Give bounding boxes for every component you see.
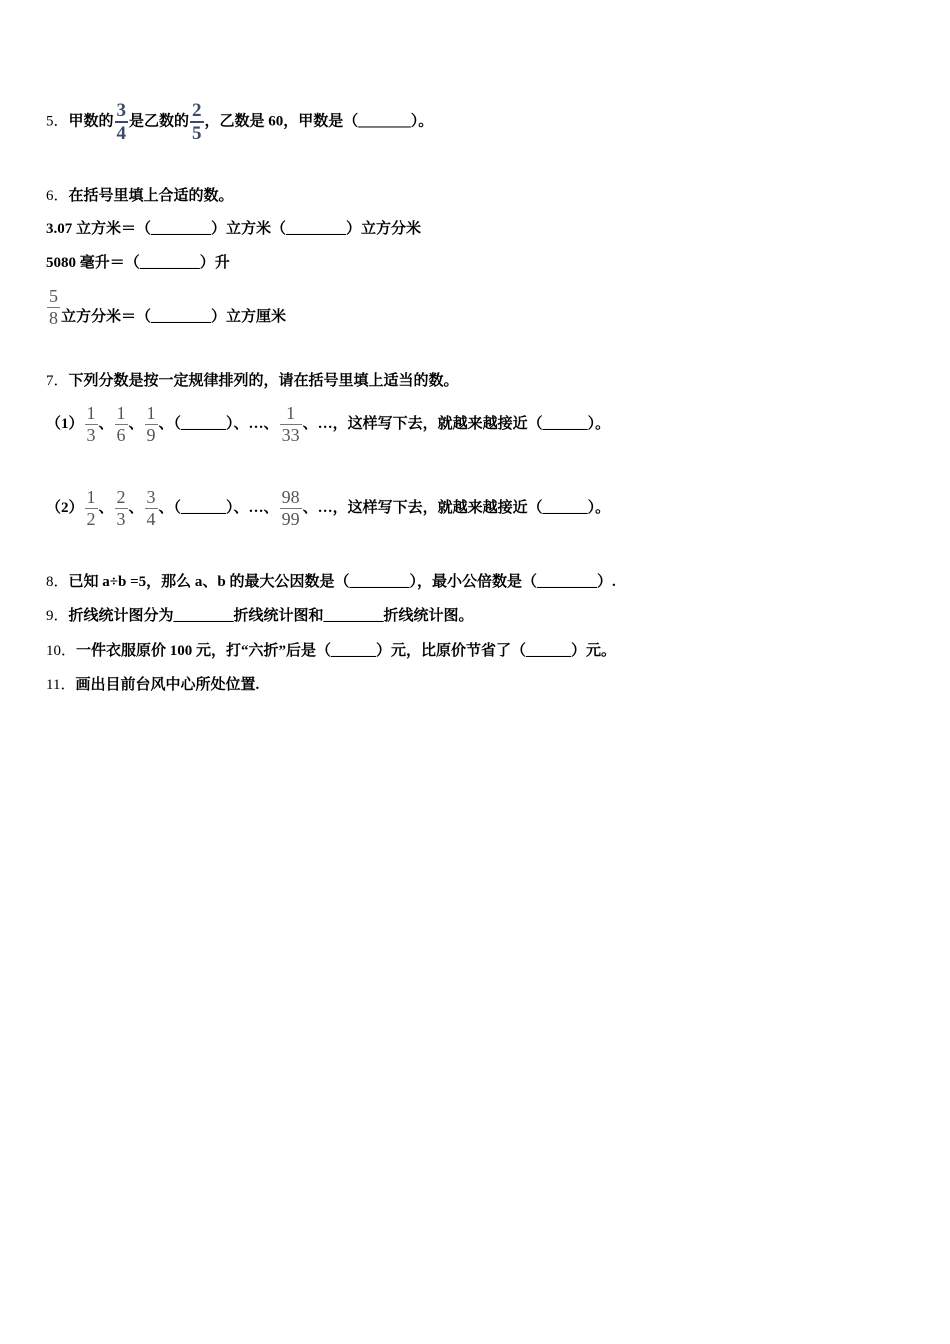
question-number: 7． — [46, 373, 69, 389]
question-6-line-2 — [46, 253, 230, 273]
question-number: 10． — [46, 643, 77, 659]
question-text: 折线统计图分为________折线统计图和________折线统计图。 — [68, 608, 474, 624]
separator: 、 — [98, 499, 114, 516]
question-text: 、（______）、…、 — [158, 499, 279, 516]
fraction: $\frac{3}{4}$ — [146, 487, 156, 529]
question-number: 5． — [46, 113, 69, 130]
fraction: $\frac{98}{99}$ — [281, 487, 300, 529]
question-7-title — [46, 371, 459, 391]
fraction: $\frac{2}{5}$ — [192, 100, 202, 144]
question-text: 一件衣服原价 100 元，打“六折”后是（______）元，比原价节省了（______）元。 — [76, 643, 617, 659]
question-text: 、…，这样写下去，就越来越接近（______）。 — [302, 415, 611, 432]
question-7-part-1 — [46, 404, 610, 445]
question-5 — [46, 101, 433, 143]
separator: 、 — [98, 415, 114, 432]
fraction: $\frac{1}{9}$ — [146, 403, 156, 445]
fraction: $\frac{2}{3}$ — [116, 487, 126, 529]
fraction: $\frac{1}{6}$ — [116, 403, 126, 445]
question-text: 在括号里填上合适的数。 — [68, 188, 234, 204]
fraction: $\frac{3}{4}$ — [116, 100, 127, 144]
part-label: （1） — [46, 415, 84, 432]
question-7-part-2 — [46, 488, 610, 529]
fraction: $\frac{1}{3}$ — [86, 403, 96, 445]
part-label: （2） — [46, 499, 84, 516]
fraction: $\frac{5}{8}$ — [49, 286, 58, 328]
question-number: 9． — [46, 608, 69, 624]
question-text: 3.07 立方米＝（________）立方米（________）立方分米 — [46, 221, 422, 237]
question-text: 是乙数的 — [129, 113, 190, 130]
question-text: ，乙数是 60，甲数是（_______）。 — [204, 113, 434, 130]
question-number: 11． — [46, 677, 76, 693]
question-number: 8． — [46, 574, 69, 590]
question-text: 、（______）、…、 — [158, 415, 279, 432]
question-text: 甲数的 — [68, 113, 114, 130]
question-number: 6． — [46, 188, 69, 204]
question-text: 下列分数是按一定规律排列的，请在括号里填上适当的数。 — [68, 373, 459, 389]
question-11 — [46, 675, 259, 695]
question-6-title — [46, 186, 234, 206]
question-10 — [46, 641, 616, 661]
separator: 、 — [128, 499, 144, 516]
question-9 — [46, 606, 474, 626]
fraction: $\frac{1}{33}$ — [281, 403, 300, 445]
separator: 、 — [128, 415, 144, 432]
question-text: 已知 a÷b =5，那么 a、b 的最大公因数是（________），最小公倍数是（________）. — [68, 574, 616, 590]
question-text: 、…，这样写下去，就越来越接近（______）。 — [302, 499, 611, 516]
question-text: 画出目前台风中心所处位置. — [75, 677, 260, 693]
question-8 — [46, 572, 616, 592]
fraction: $\frac{1}{2}$ — [86, 487, 96, 529]
question-text: 立方分米＝（________）立方厘米 — [61, 308, 287, 325]
question-6-line-1 — [46, 219, 421, 239]
question-text: 5080 毫升＝（________）升 — [46, 255, 230, 271]
question-6-line-3 — [46, 287, 286, 328]
